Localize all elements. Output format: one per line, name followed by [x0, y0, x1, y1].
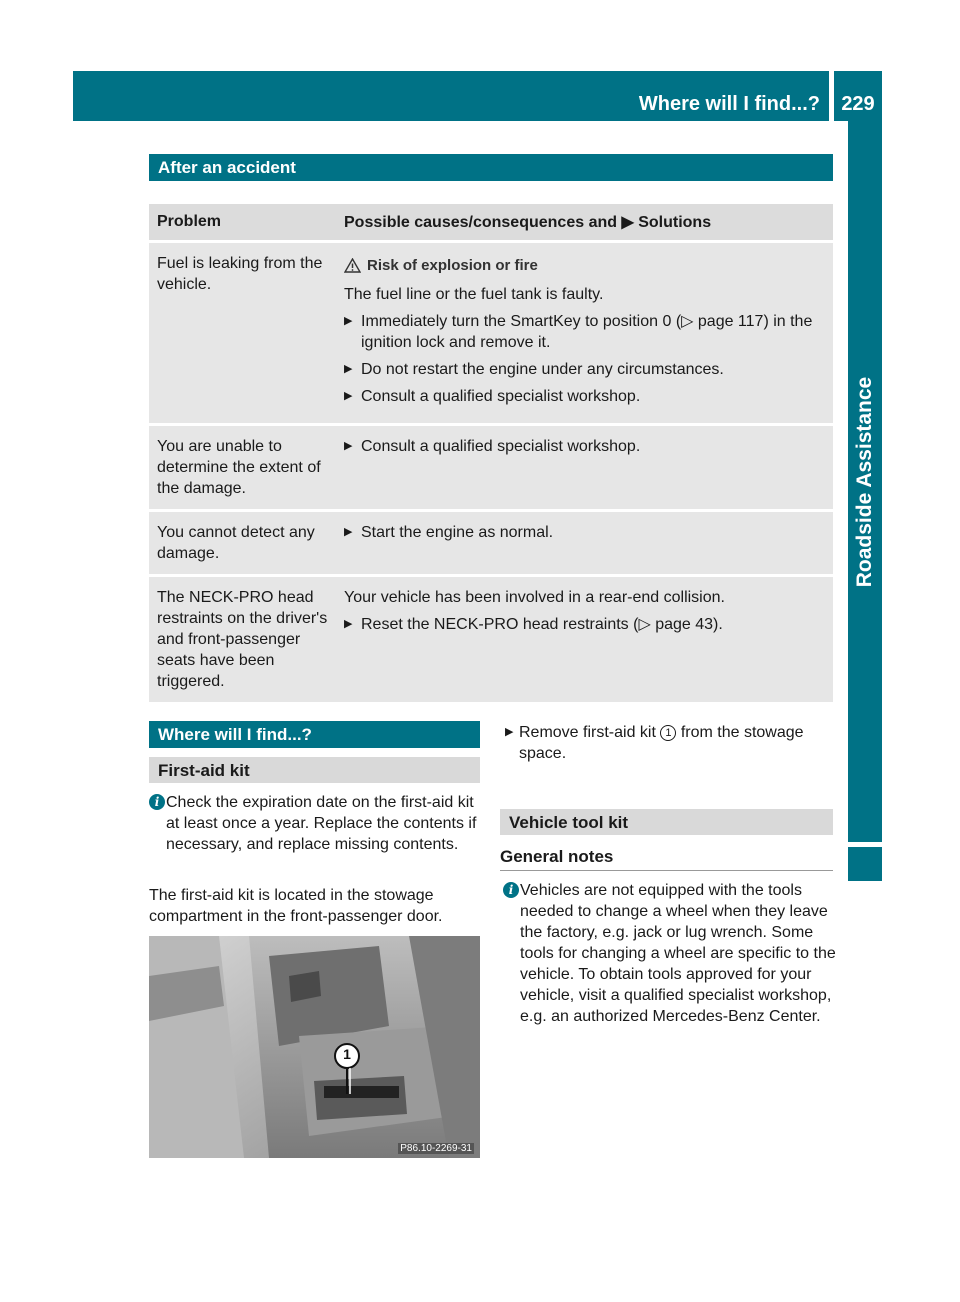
warning-line	[344, 255, 825, 276]
table-row	[149, 512, 833, 574]
info-icon: i	[149, 794, 165, 810]
subsection-title-firstaid: First-aid kit	[149, 757, 480, 783]
cause-text: The fuel line or the fuel tank is faulty.	[344, 286, 604, 303]
step-arrow-icon: ▶	[344, 526, 353, 538]
solution-cell	[336, 426, 833, 509]
step-item	[344, 614, 825, 635]
remove-kit-step	[505, 721, 835, 764]
page-number: 229	[834, 71, 882, 121]
info-icon: i	[503, 882, 519, 898]
step-arrow-icon: ▶	[505, 726, 514, 738]
firstaid-info	[149, 792, 484, 855]
table-row	[149, 577, 833, 702]
general-notes-heading: General notes	[500, 847, 833, 871]
solution-cell	[336, 243, 833, 423]
step-text: Consult a qualified specialist workshop.	[361, 388, 641, 405]
step-text: Immediately turn the SmartKey to position 0 (▷ page 117) in the ignition lock and remove it.	[361, 313, 813, 351]
section-title-where: Where will I find...?	[149, 721, 480, 748]
remove-kit-text-b: from the stowage space.	[519, 724, 804, 762]
problem-cell: You are unable to determine the extent of the damage.	[149, 426, 336, 509]
table-header-row	[149, 204, 833, 240]
firstaid-location-text: The first-aid kit is located in the stowage compartment in the front-passenger door.	[149, 887, 443, 925]
door-stowage-photo	[149, 936, 480, 1158]
side-tab-label	[848, 121, 882, 842]
step-arrow-icon: ▶	[344, 315, 353, 327]
table-row	[149, 243, 833, 423]
section-title-accident: After an accident	[149, 154, 833, 181]
step-item	[344, 311, 825, 353]
remove-kit-text-a: Remove first-aid kit	[519, 724, 656, 741]
step-text: Start the engine as normal.	[361, 524, 554, 541]
step-item	[344, 359, 825, 380]
image-code: P86.10-2269-31	[400, 1143, 472, 1154]
subsection-title-toolkit: Vehicle tool kit	[500, 809, 833, 835]
problem-cell: You cannot detect any damage.	[149, 512, 336, 574]
side-tab-text: Roadside Assistance	[853, 376, 876, 587]
toolkit-info	[503, 880, 837, 1027]
toolkit-info-text: Vehicles are not equipped with the tools needed to change a wheel when they leave the factory, e.g. jack or lug wrench. Some tools for changing a wheel are specific to the vehicle. To obtain tools approved for your vehicle, visit a qualified specialist workshop, e.g. an authorized Mercedes-Benz Center.	[520, 882, 836, 1025]
column-header-solutions: Possible causes/consequences and ▶ Solutions	[336, 204, 833, 240]
problem-cell: The NECK-PRO head restraints on the driver's and front-passenger seats have been triggered.	[149, 577, 336, 702]
step-item	[344, 522, 825, 543]
column-header-problem: Problem	[149, 204, 336, 240]
step-arrow-icon: ▶	[344, 440, 353, 452]
accident-table	[149, 201, 833, 705]
step-arrow-icon: ▶	[344, 618, 353, 630]
cause-text: Your vehicle has been involved in a rear-end collision.	[344, 589, 725, 606]
problem-cell: Fuel is leaking from the vehicle.	[149, 243, 336, 423]
step-text: Reset the NECK-PRO head restraints (▷ page 43).	[361, 616, 723, 633]
solution-cell	[336, 577, 833, 702]
table-row	[149, 426, 833, 509]
page-header-title: Where will I find...?	[638, 93, 820, 115]
door-photo-drawing	[149, 936, 480, 1158]
step-arrow-icon: ▶	[344, 390, 353, 402]
firstaid-info-text: Check the expiration date on the first-aid kit at least once a year. Replace the contents if necessary, and replace missing contents.	[166, 794, 477, 853]
step-arrow-icon: ▶	[344, 363, 353, 375]
callout-1-icon: 1	[660, 725, 676, 741]
step-item	[344, 386, 825, 407]
step-item	[344, 436, 825, 457]
solution-cell	[336, 512, 833, 574]
remove-kit-text	[505, 721, 835, 764]
warning-text: Risk of explosion or fire	[367, 257, 538, 274]
side-tab-marker	[848, 847, 882, 881]
warning-triangle-icon	[344, 258, 361, 273]
step-text: Do not restart the engine under any circumstances.	[361, 361, 724, 378]
callout-number: 1	[343, 1046, 351, 1062]
step-text: Consult a qualified specialist workshop.	[361, 438, 641, 455]
